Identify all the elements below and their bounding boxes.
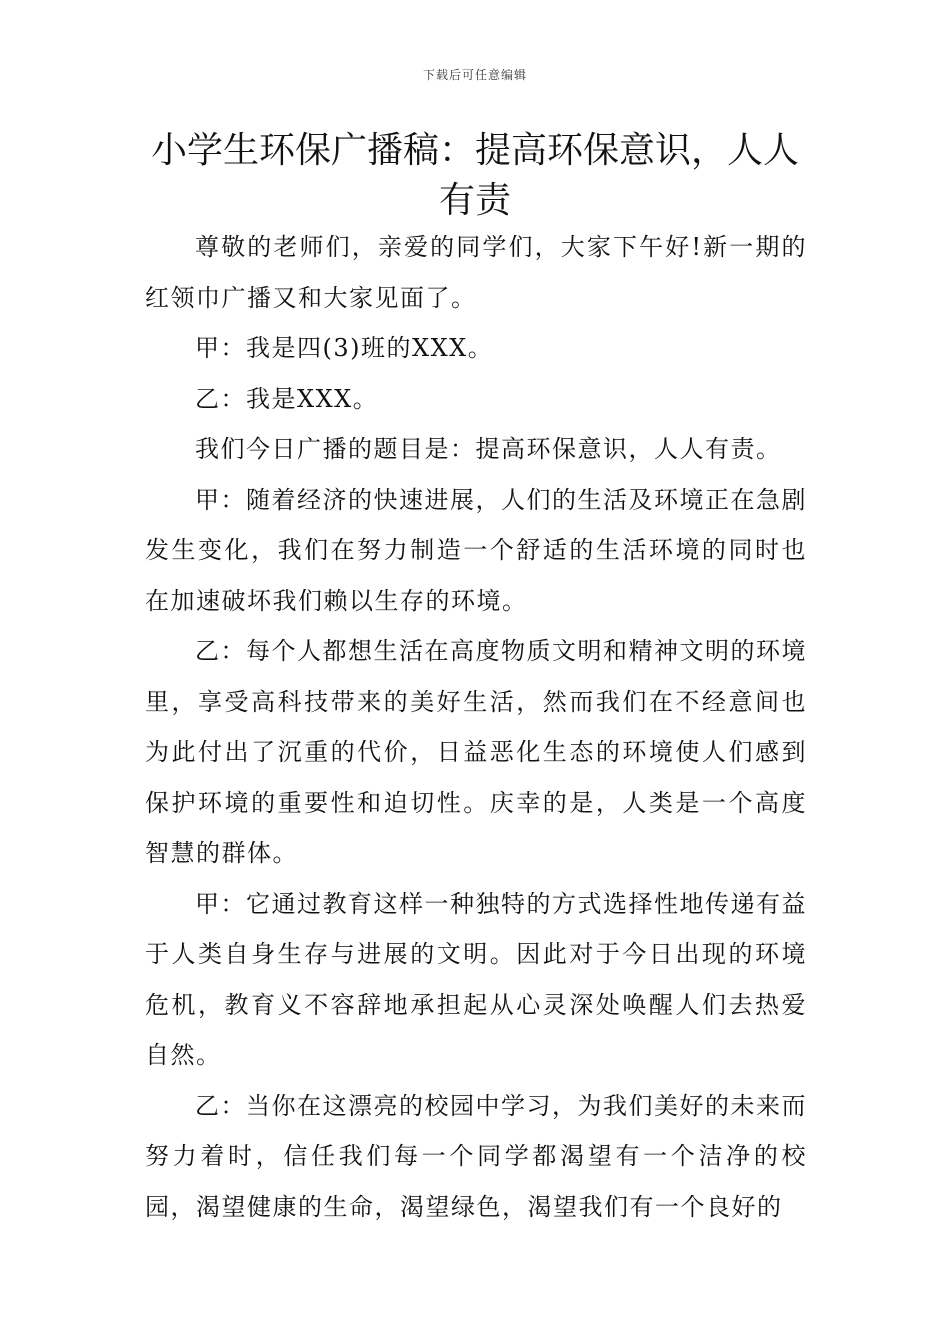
document-body [145, 222, 807, 1232]
paragraph-yi-1: 乙：每个人都想生活在高度物质文明和精神文明的环境里，享受高科技带来的美好生活，然而我们在不经意间也为此付出了沉重的代价，日益恶化生态的环境使人们感到保护环境的重要性和迫切性。庆幸的是，人类是一个高度智慧的群体。 [145, 637, 807, 867]
paragraph-yi-2: 乙：当你在这漂亮的校园中学习，为我们美好的未来而努力着时，信任我们每一个同学都渴望有一个洁净的校园，渴望健康的生命，渴望绿色，渴望我们有一个良好的 [145, 1091, 807, 1221]
paragraph-jia-2: 甲：它通过教育这样一种独特的方式选择性地传递有益于人类自身生存与进展的文明。因此对于今日出现的环境危机，教育义不容辞地承担起从心灵深处唤醒人们去热爱自然。 [145, 889, 807, 1069]
paragraph-jia-1: 甲：随着经济的快速进展，人们的生活及环境正在急剧发生变化，我们在努力制造一个舒适的生活环境的同时也在加速破坏我们赖以生存的环境。 [145, 485, 807, 615]
paragraph-greeting: 尊敬的老师们，亲爱的同学们，大家下午好!新一期的红领巾广播又和大家见面了。 [145, 233, 807, 312]
paragraph-intro-jia: 甲：我是四(3)班的XXX。 [195, 334, 494, 362]
paragraph-topic: 我们今日广播的题目是：提高环保意识，人人有责。 [195, 435, 782, 463]
header-note: 下载后可任意编辑 [422, 68, 527, 82]
paragraph-intro-yi: 乙：我是XXX。 [195, 384, 379, 413]
document-title: 小学生环保广播稿：提高环保意识，人人有责 [150, 130, 799, 221]
